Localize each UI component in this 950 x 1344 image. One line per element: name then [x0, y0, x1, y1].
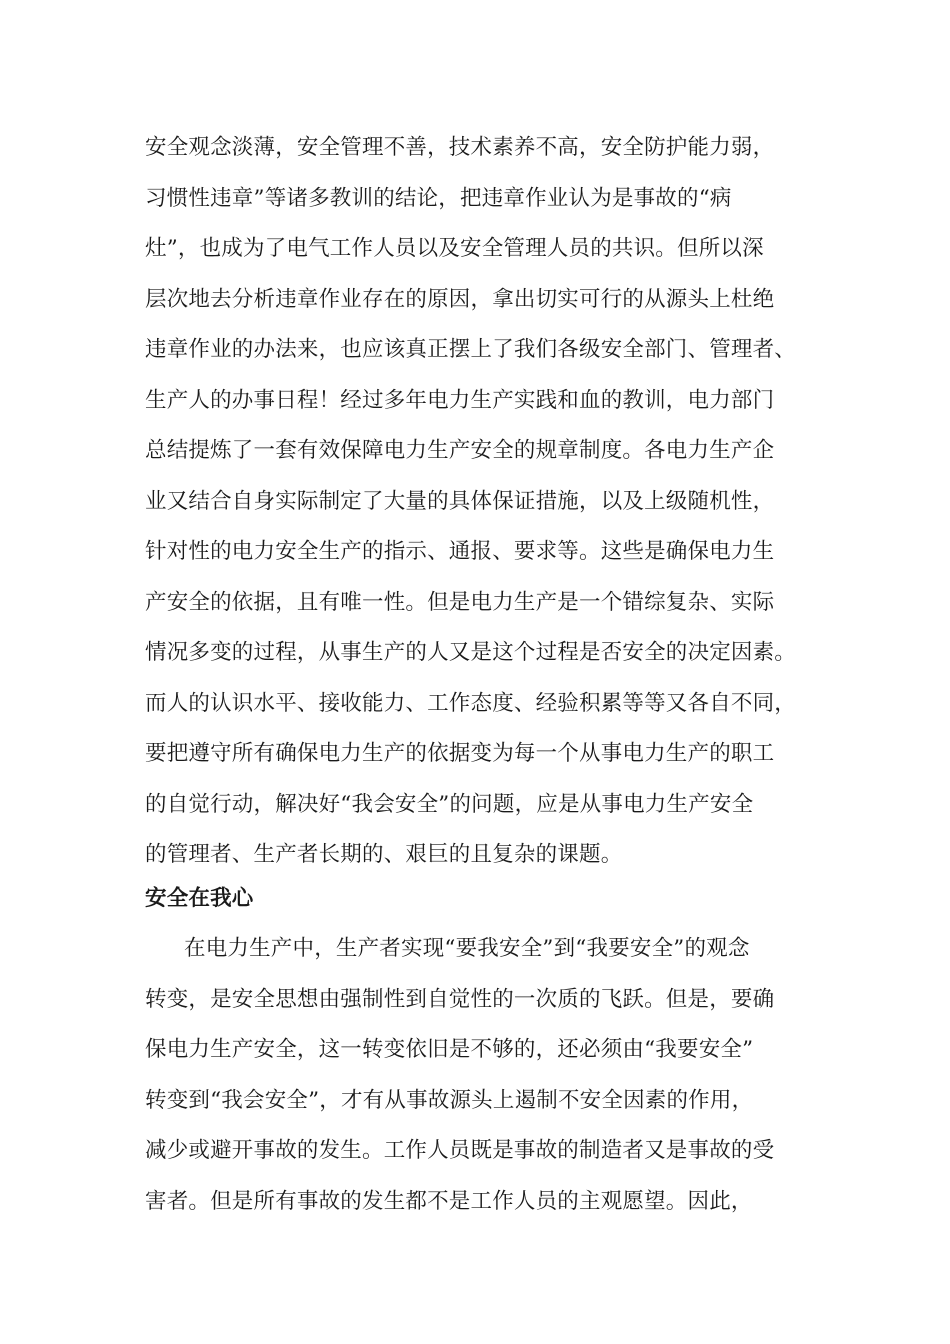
- paragraph-line: 情况多变的过程，从事生产的人又是这个过程是否安全的决定因素。: [145, 640, 797, 665]
- paragraph-line: 业又结合自身实际制定了大量的具体保证措施，以及上级随机性，: [145, 488, 775, 514]
- paragraph-line: 违章作业的办法来，也应该真正摆上了我们各级安全部门、管理者、: [145, 337, 797, 362]
- paragraph-line: 层次地去分析违章作业存在的原因，拿出切实可行的从源头上杜绝: [145, 286, 775, 312]
- paragraph-line: 转变，是安全思想由强制性到自觉性的一次质的飞跃。但是，要确: [145, 986, 775, 1012]
- paragraph-line: 在电力生产中，生产者实现“要我安全”到“我要安全”的观念: [184, 936, 750, 961]
- paragraph-line: 的自觉行动，解决好“我会安全”的问题，应是从事电力生产安全: [145, 791, 754, 817]
- body-paragraph: [145, 123, 825, 881]
- paragraph-line: 害者。但是所有事故的发生都不是工作人员的主观愿望。因此，: [145, 1188, 753, 1214]
- paragraph-line: 的管理者、生产者长期的、艰巨的且复杂的课题。: [145, 842, 623, 867]
- paragraph-line: 针对性的电力安全生产的指示、通报、要求等。这些是确保电力生: [145, 539, 775, 564]
- paragraph-line: 生产人的办事日程！经过多年电力生产实践和血的教训，电力部门: [145, 387, 775, 413]
- paragraph-line: 灶”，也成为了电气工作人员以及安全管理人员的共识。但所以深: [145, 236, 764, 261]
- paragraph-line: 产安全的依据，且有唯一性。但是电力生产是一个错综复杂、实际: [145, 589, 775, 615]
- paragraph-line: 习惯性违章”等诸多教训的结论，把违章作业认为是事故的“病: [145, 185, 732, 211]
- paragraph-line: 要把遵守所有确保电力生产的依据变为每一个从事电力生产的职工: [145, 741, 775, 766]
- section-heading-block: [145, 874, 825, 925]
- paragraph-line: 转变到“我会安全”，才有从事故源头上遏制不安全因素的作用，: [145, 1087, 754, 1113]
- paragraph-line: 而人的认识水平、接收能力、工作态度、经验积累等等又各自不同，: [145, 690, 797, 716]
- section-heading: 安全在我心: [145, 886, 254, 911]
- paragraph-line: 减少或避开事故的发生。工作人员既是事故的制造者又是事故的受: [145, 1138, 775, 1163]
- paragraph-line: 安全观念淡薄，安全管理不善，技术素养不高，安全防护能力弱，: [145, 135, 775, 160]
- paragraph-line: 保电力生产安全，这一转变依旧是不够的，还必须由“我要安全”: [145, 1037, 754, 1062]
- body-paragraph: [145, 924, 825, 1227]
- paragraph-line: 总结提炼了一套有效保障电力生产安全的规章制度。各电力生产企: [145, 438, 775, 463]
